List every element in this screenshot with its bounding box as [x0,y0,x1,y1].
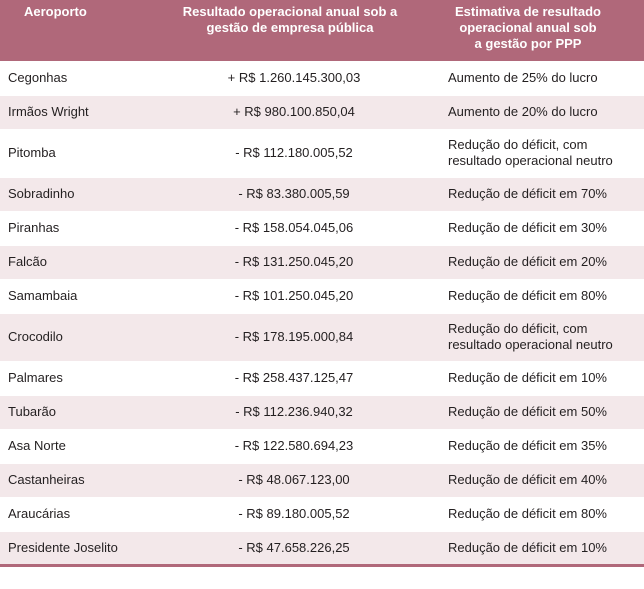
airport-name-cell: Pitomba [0,129,168,177]
ppp-estimate-cell [412,313,644,361]
ppp-estimate-line1: Redução de déficit em 10% [448,370,607,385]
ppp-estimate-line1: Redução de déficit em 80% [448,506,607,521]
table-row [0,313,644,361]
public-result-cell: + R$ 980.100.850,04 [168,95,412,129]
table-row [0,61,644,95]
header-public-result [168,0,412,61]
ppp-estimate-line1: Redução de déficit em 40% [448,472,607,487]
public-result-cell: - R$ 258.437.125,47 [168,361,412,395]
ppp-estimate-line2: resultado operacional neutro [448,337,613,352]
ppp-estimate-cell [412,95,644,129]
airport-name-cell: Palmares [0,361,168,395]
public-result-cell: - R$ 158.054.045,06 [168,211,412,245]
header-ppp-estimate-line3: a gestão por PPP [474,36,582,51]
public-result-cell: - R$ 122.580.694,23 [168,429,412,463]
public-result-cell: - R$ 112.180.005,52 [168,129,412,177]
airport-name-cell: Araucárias [0,497,168,531]
table-row [0,211,644,245]
ppp-estimate-line1: Redução de déficit em 50% [448,404,607,419]
airport-name-cell: Irmãos Wright [0,95,168,129]
header-row [0,0,644,61]
table-row [0,429,644,463]
table-row [0,245,644,279]
ppp-estimate-cell [412,361,644,395]
ppp-estimate-cell [412,245,644,279]
table-row [0,95,644,129]
table-row [0,361,644,395]
header-airport-label: Aeroporto [24,4,87,19]
ppp-estimate-line1: Redução de déficit em 30% [448,220,607,235]
ppp-estimate-line1: Redução de déficit em 10% [448,539,607,555]
table-row [0,279,644,313]
ppp-estimate-cell [412,177,644,211]
header-ppp-estimate [412,0,644,61]
table-row [0,177,644,211]
ppp-estimate-cell [412,531,644,565]
ppp-estimate-cell [412,129,644,177]
public-result-cell: - R$ 83.380.005,59 [168,177,412,211]
airport-name-cell: Castanheiras [0,463,168,497]
airport-name-cell: Falcão [0,245,168,279]
table-row [0,129,644,177]
header-ppp-estimate-line1: Estimativa de resultado [455,4,601,19]
ppp-estimate-line2: resultado operacional neutro [448,153,613,168]
table-header [0,0,644,61]
airport-name-cell: Tubarão [0,395,168,429]
table-row [0,497,644,531]
header-ppp-estimate-line2: operacional anual sob [459,20,597,35]
airport-name-cell: Crocodilo [0,313,168,361]
ppp-estimate-cell [412,497,644,531]
airport-name-cell: Asa Norte [0,429,168,463]
public-result-cell: - R$ 47.658.226,25 [168,531,412,565]
ppp-estimate-cell [412,429,644,463]
public-result-cell: - R$ 178.195.000,84 [168,313,412,361]
public-result-cell: - R$ 101.250.045,20 [168,279,412,313]
table-row [0,463,644,497]
ppp-estimate-line1: Aumento de 20% do lucro [448,104,598,119]
airport-name-cell: Samambaia [0,279,168,313]
airport-name-cell: Presidente Joselito [0,531,168,565]
ppp-estimate-line1: Redução do déficit, com [448,321,588,336]
table-row [0,395,644,429]
airport-name-cell: Cegonhas [0,61,168,95]
ppp-estimate-line1: Redução de déficit em 70% [448,186,607,201]
table-body [0,61,644,565]
ppp-estimate-line1: Redução de déficit em 20% [448,254,607,269]
ppp-estimate-cell [412,211,644,245]
ppp-estimate-cell [412,61,644,95]
header-airport [0,0,168,61]
table-row [0,531,644,565]
public-result-cell: - R$ 48.067.123,00 [168,463,412,497]
ppp-estimate-line1: Redução do déficit, com [448,137,588,152]
ppp-estimate-cell [412,279,644,313]
public-result-cell: - R$ 89.180.005,52 [168,497,412,531]
public-result-cell: - R$ 112.236.940,32 [168,395,412,429]
ppp-estimate-line1: Aumento de 25% do lucro [448,69,598,85]
airport-name-cell: Piranhas [0,211,168,245]
airport-name-cell: Sobradinho [0,177,168,211]
ppp-estimate-line1: Redução de déficit em 35% [448,438,607,453]
ppp-estimate-line1: Redução de déficit em 80% [448,288,607,303]
header-public-result-line1: Resultado operacional anual sob a [182,4,398,19]
ppp-estimate-cell [412,463,644,497]
header-public-result-line2: gestão de empresa pública [206,20,374,35]
ppp-estimate-cell [412,395,644,429]
public-result-cell: + R$ 1.260.145.300,03 [168,61,412,95]
public-result-cell: - R$ 131.250.045,20 [168,245,412,279]
